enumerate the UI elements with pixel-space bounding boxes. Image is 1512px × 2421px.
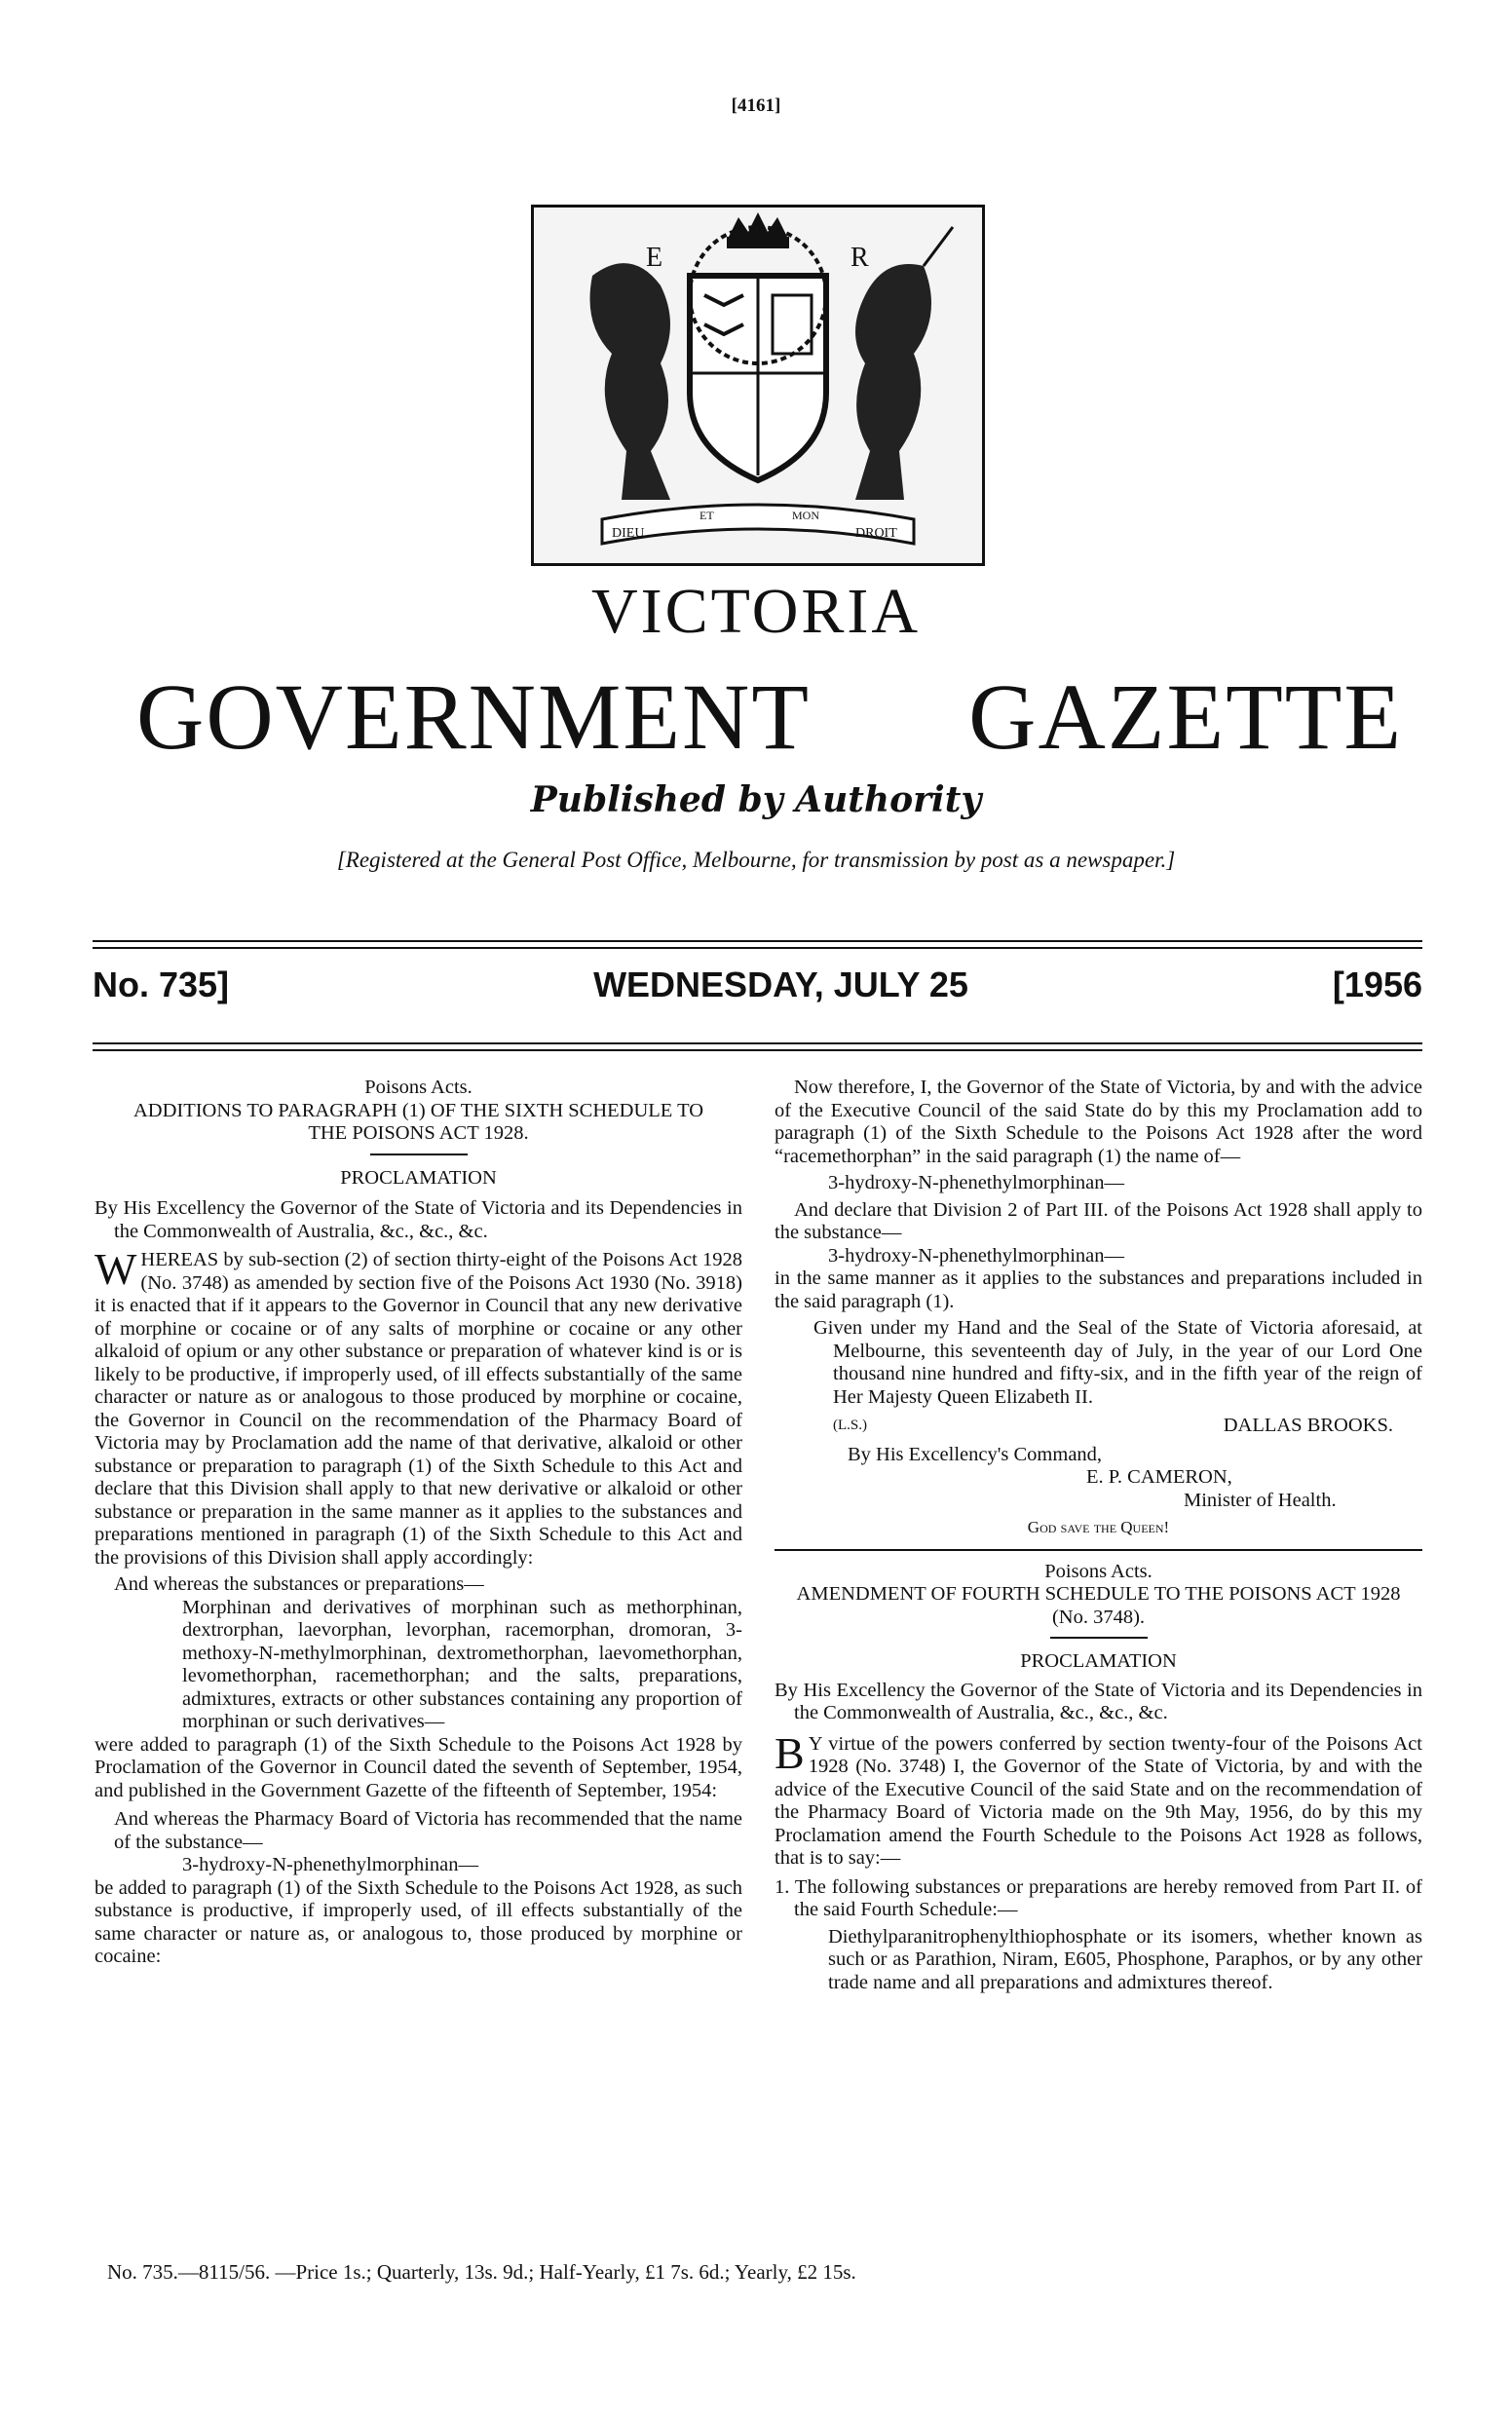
right-minister-title: Minister of Health.	[1184, 1489, 1337, 1511]
right-item-1-detail: Diethylparanitrophenylthiophosphate or its isomers, whether known as such or as Parathion, Niram, E605, Phosphone, Paraphos, or by any other trade name and all preparations and admixtures thereof.	[828, 1925, 1422, 1993]
state-title: VICTORIA	[590, 576, 922, 647]
left-whereas	[94, 1244, 742, 1570]
left-be-added: be added to paragraph (1) of the Sixth Schedule to the Poisons Act 1928, as such substance is productive, if improperly used, of ill effects substantially of the same character or nature as, or analogous to, those produced by morphine or cocaine:	[94, 1876, 742, 1967]
right-signature-row	[775, 1415, 1422, 1438]
left-short-rule	[370, 1154, 468, 1155]
right-given: Given under my Hand and the Seal of the State of Victoria aforesaid, at Melbourne, this seventeenth day of July, in the year of our Lord One thousand nine hundred and fifty-six, and in the fifth year of the reign of Her Majesty Queen Elizabeth II.	[813, 1317, 1422, 1408]
right-by-virtue	[775, 1727, 1422, 1871]
right-now-therefore: Now therefore, I, the Governor of the State of Victoria, by and with the advice of the Executive Council of the said State do by this my Proclamation add to paragraph (1) of the Sixth Schedule to the Poisons Act 1928 after the word “racemethorphan” in the said paragraph (1) the name of—	[775, 1077, 1422, 1167]
left-substance-name: 3-hydroxy-N-phenethylmorphinan—	[182, 1854, 479, 1875]
right-by-excellency: By His Excellency the Governor of the State of Victoria and its Dependencies in the Commonwealth of Australia, &c., &c., &c.	[775, 1679, 1422, 1723]
right-minister-name: E. P. CAMERON,	[1086, 1466, 1232, 1488]
registration-notice: [Registered at the General Post Office, Melbourne, for transmission by post as a newspaper.]	[336, 848, 1176, 872]
left-whereas-text: HEREAS by sub-section (2) of section thirty-eight of the Poisons Act 1928 (No. 3748) as amended by section five of the Poisons Act 1930 (No. 3918) it is enacted that if it appears to the Governor in Council that any new derivative of morphine or cocaine or of any salts of morphine or cocaine or any other alkaloid of opium or any other substance or preparation of whatever kind is or is likely to be productive, if improperly used, of ill effects substantially of the same character or nature as or analogous to those produced by morphine or cocaine, the Governor in Council on the recommendation of the Pharmacy Board of Victoria may by Proclamation add the name of that derivative, alkaloid or other substance or preparation to paragraph (1) of the Sixth Schedule to this Act and declare that this Division shall apply to that new derivative or alkaloid or other substance or preparation in the same manner as it applies to the substances and preparations mentioned in paragraph (1) of the Sixth Schedule to this Act and the provisions of this Division shall apply accordingly:	[94, 1249, 742, 1569]
left-dropcap: W	[94, 1244, 137, 1294]
cypher-r: R	[850, 243, 869, 273]
left-proclamation: PROCLAMATION	[340, 1166, 497, 1189]
coat-of-arms-icon	[534, 208, 982, 563]
left-heading-title: ADDITIONS TO PARAGRAPH (1) OF THE SIXTH SCHEDULE TO THE POISONS ACT 1928.	[132, 1099, 704, 1144]
right-same-manner: in the same manner as it applies to the substances and preparations included in the said paragraph (1).	[775, 1267, 1422, 1312]
left-by-excellency: By His Excellency the Governor of the State of Victoria and its Dependencies in the Commonwealth of Australia, &c., &c., &c.	[94, 1197, 742, 1242]
gazette-title-word2: GAZETTE	[968, 664, 1403, 769]
motto-et: ET	[699, 509, 714, 522]
left-heading-acts: Poisons Acts.	[364, 1077, 472, 1098]
cypher-e: E	[646, 243, 663, 273]
right-proclamation: PROCLAMATION	[1020, 1650, 1177, 1672]
price-footer: No. 735.—8115/56. —Price 1s.; Quarterly, 13s. 9d.; Half-Yearly, £1 7s. 6d.; Yearly, £2 15s.	[107, 2260, 856, 2284]
right-declare: And declare that Division 2 of Part III. of the Poisons Act 1928 shall apply to the substance—	[775, 1198, 1422, 1243]
right-dropcap: B	[775, 1727, 805, 1778]
right-section-rule	[775, 1549, 1422, 1551]
right-name-1: 3-hydroxy-N-phenethylmorphinan—	[828, 1172, 1125, 1193]
right-by-virtue-text: Y virtue of the powers conferred by section twenty-four of the Poisons Act 1928 (No. 3748) I, the Governor of the State of Victoria, by and with the advice of the Executive Council of the said State and on the recommendation of the Pharmacy Board of Victoria made on the 9th May, 1956, do by this my Proclamation amend the Fourth Schedule to the Poisons Act 1928 as follows, that is to say:—	[775, 1732, 1422, 1869]
masthead-rule-top	[93, 940, 1422, 942]
issue-date: WEDNESDAY, JULY 25	[593, 965, 968, 1004]
left-and-whereas-2: And whereas the Pharmacy Board of Victoria has recommended that the name of the substance—	[114, 1808, 742, 1853]
right-heading-acts: Poisons Acts.	[1044, 1560, 1153, 1582]
gazette-title-word1: GOVERNMENT	[136, 664, 811, 769]
left-were-added: were added to paragraph (1) of the Sixth Schedule to the Poisons Act 1928 by Proclamation of the Governor in Council dated the seventh of September, 1954, and published in the Government Gazette of the fifteenth of September, 1954:	[94, 1733, 742, 1801]
left-substances-list: Morphinan and derivatives of morphinan such as methorphinan, dextrorphan, laevorphan, levorphan, racemorphan, dromoran, 3-methoxy-N-methylmorphinan, dextromethorphan, laevomethorphan, levomethorphan, racemethorphan; and the salts, preparations, admixtures, extracts or other substances containing any proportion of morphinan or such derivatives—	[182, 1596, 742, 1732]
right-column	[775, 1077, 1422, 1994]
motto-droit: DROIT	[855, 526, 897, 541]
page-number: [4161]	[731, 95, 781, 116]
right-command: By His Excellency's Command,	[848, 1443, 1103, 1465]
left-and-whereas-1: And whereas the substances or preparations—	[114, 1573, 484, 1595]
gazette-title	[136, 662, 1403, 771]
left-column	[94, 1077, 742, 1969]
right-ls: (L.S.)	[833, 1418, 867, 1433]
royal-coat-of-arms	[531, 205, 985, 566]
right-governor: DALLAS BROOKS.	[1223, 1415, 1393, 1436]
issue-year: [1956	[1332, 965, 1422, 1004]
right-heading-title: AMENDMENT OF FOURTH SCHEDULE TO THE POISONS ACT 1928 (No. 3748).	[796, 1583, 1401, 1628]
right-name-2: 3-hydroxy-N-phenethylmorphinan—	[828, 1244, 1125, 1267]
issue-number: No. 735]	[93, 965, 230, 1004]
published-by-authority: Published by Authority	[530, 779, 982, 820]
masthead-rule-top-2	[93, 947, 1422, 949]
right-item-1: 1. The following substances or preparations are hereby removed from Part II. of the said Fourth Schedule:—	[775, 1875, 1422, 1920]
issue-line	[93, 965, 1422, 1005]
masthead-rule-bottom	[93, 1042, 1422, 1044]
right-god-save: God save the Queen!	[1027, 1518, 1170, 1536]
masthead-rule-bottom-2	[93, 1049, 1422, 1051]
motto-dieu: DIEU	[612, 526, 645, 541]
motto-mon: MON	[792, 509, 820, 522]
right-short-rule	[1050, 1637, 1148, 1639]
